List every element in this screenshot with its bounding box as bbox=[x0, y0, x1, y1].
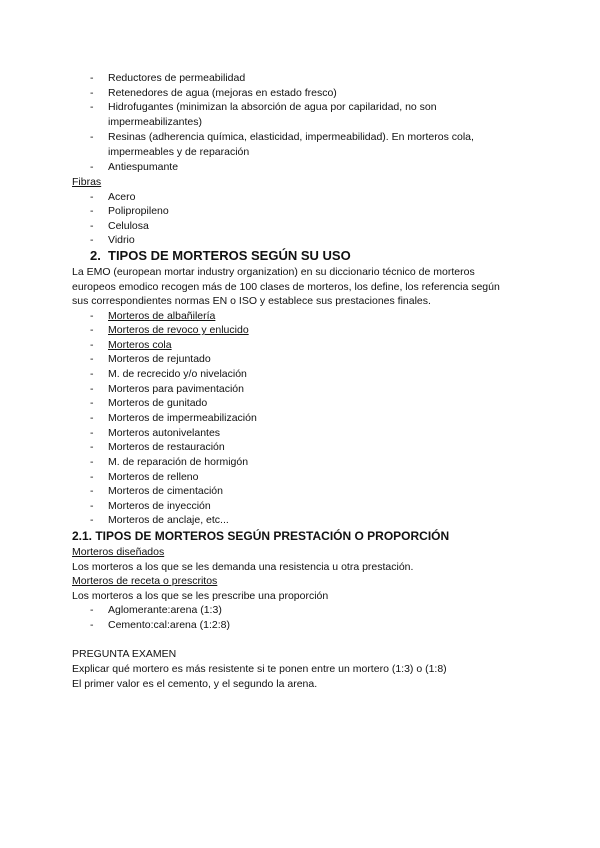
mortar-type-item: Morteros de gunitado bbox=[108, 397, 208, 409]
mortar-type-item: Morteros autonivelantes bbox=[108, 427, 221, 439]
list-dash: - bbox=[90, 441, 94, 453]
disenados-heading: Morteros diseñados bbox=[72, 546, 165, 558]
section-2-1-heading: 2.1. TIPOS DE MORTEROS SEGÚN PRESTACIÓN O PROPORCIÓN bbox=[72, 529, 450, 543]
list-item-text: Retenedores de agua (mejoras en estado fresco) bbox=[108, 87, 337, 99]
section-2-paragraph-line: europeos emodico recogen más de 100 clases de morteros, los define, los referencia según bbox=[72, 281, 500, 293]
mortar-type-item: Morteros de anclaje, etc... bbox=[108, 514, 229, 526]
mortar-type-item: Morteros para pavimentación bbox=[108, 383, 244, 395]
section-2-title: TIPOS DE MORTEROS SEGÚN SU USO bbox=[108, 248, 351, 263]
list-dash: - bbox=[90, 456, 94, 468]
section-2-heading bbox=[90, 248, 351, 264]
list-dash: - bbox=[90, 72, 94, 84]
section-2-number: 2. bbox=[90, 248, 101, 263]
exam-answer: El primer valor es el cemento, y el segundo la arena. bbox=[72, 678, 318, 690]
list-dash: - bbox=[90, 471, 94, 483]
mortar-type-item: Morteros de relleno bbox=[108, 471, 199, 483]
list-item-text: Hidrofugantes (minimizan la absorción de agua por capilaridad, no son bbox=[108, 101, 437, 113]
list-dash: - bbox=[90, 619, 94, 631]
exam-question: Explicar qué mortero es más resistente si te ponen entre un mortero (1:3) o (1:8) bbox=[72, 663, 447, 675]
fibras-item: Celulosa bbox=[108, 220, 149, 232]
mortar-type-item: Morteros de albañilería bbox=[108, 310, 216, 322]
receta-text: Los morteros a los que se les prescribe una proporción bbox=[72, 590, 329, 602]
proportion-item: Cemento:cal:arena (1:2:8) bbox=[108, 619, 230, 631]
mortar-type-item: M. de reparación de hormigón bbox=[108, 456, 249, 468]
list-dash: - bbox=[90, 353, 94, 365]
list-dash: - bbox=[90, 339, 94, 351]
mortar-type-item: Morteros de restauración bbox=[108, 441, 225, 453]
disenados-text: Los morteros a los que se les demanda una resistencia u otra prestación. bbox=[72, 561, 414, 573]
list-item-text-continued: impermeables y de reparación bbox=[108, 146, 250, 158]
exam-heading: PREGUNTA EXAMEN bbox=[72, 648, 177, 660]
mortar-type-item: Morteros de cimentación bbox=[108, 485, 223, 497]
mortar-type-item: Morteros de rejuntado bbox=[108, 353, 211, 365]
mortar-type-item: M. de recrecido y/o nivelación bbox=[108, 368, 247, 380]
list-dash: - bbox=[90, 161, 94, 173]
list-dash: - bbox=[90, 324, 94, 336]
mortar-type-item: Morteros de revoco y enlucido bbox=[108, 324, 249, 336]
fibras-item: Vidrio bbox=[108, 234, 135, 246]
list-dash: - bbox=[90, 427, 94, 439]
list-dash: - bbox=[90, 191, 94, 203]
list-dash: - bbox=[90, 383, 94, 395]
list-item-text: Resinas (adherencia química, elasticidad, impermeabilidad). En morteros cola, bbox=[108, 131, 474, 143]
fibras-item: Polipropileno bbox=[108, 205, 169, 217]
list-dash: - bbox=[90, 101, 94, 113]
fibras-item: Acero bbox=[108, 191, 136, 203]
receta-heading: Morteros de receta o prescritos bbox=[72, 575, 218, 587]
list-dash: - bbox=[90, 131, 94, 143]
list-item-text-continued: impermeabilizantes) bbox=[108, 116, 202, 128]
proportion-item: Aglomerante:arena (1:3) bbox=[108, 604, 222, 616]
mortar-type-item: Morteros de inyección bbox=[108, 500, 211, 512]
section-2-paragraph-line: sus correspondientes normas EN o ISO y establece sus prestaciones finales. bbox=[72, 295, 431, 307]
list-dash: - bbox=[90, 368, 94, 380]
list-dash: - bbox=[90, 500, 94, 512]
fibras-heading: Fibras bbox=[72, 176, 102, 188]
list-dash: - bbox=[90, 412, 94, 424]
list-item-text: Antiespumante bbox=[108, 161, 179, 173]
list-item-text: Reductores de permeabilidad bbox=[108, 72, 246, 84]
list-dash: - bbox=[90, 604, 94, 616]
list-dash: - bbox=[90, 310, 94, 322]
list-dash: - bbox=[90, 220, 94, 232]
list-dash: - bbox=[90, 514, 94, 526]
list-dash: - bbox=[90, 87, 94, 99]
list-dash: - bbox=[90, 397, 94, 409]
list-dash: - bbox=[90, 485, 94, 497]
mortar-type-item: Morteros cola bbox=[108, 339, 172, 351]
section-2-paragraph-line: La EMO (european mortar industry organization) en su diccionario técnico de morteros bbox=[72, 266, 475, 278]
mortar-type-item: Morteros de impermeabilización bbox=[108, 412, 257, 424]
list-dash: - bbox=[90, 205, 94, 217]
list-dash: - bbox=[90, 234, 94, 246]
